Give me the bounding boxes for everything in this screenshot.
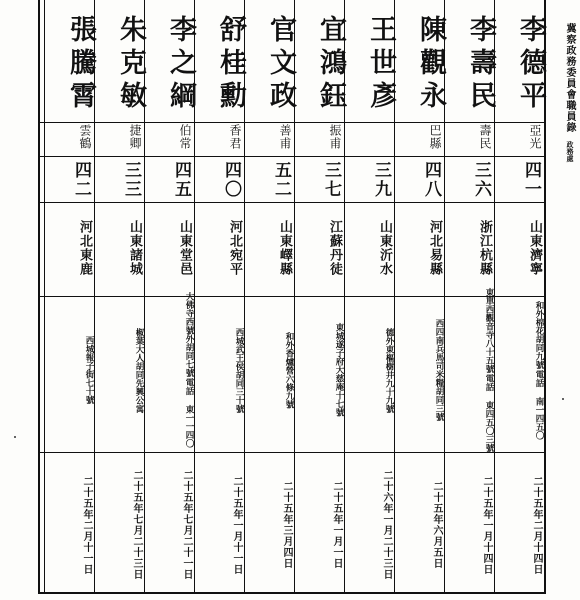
staff-origin: 江蘇丹徒: [327, 220, 342, 276]
staff-age: 四五: [171, 161, 191, 199]
staff-origin: 山東濟寧: [527, 220, 542, 276]
staff-age: 五二: [271, 161, 291, 199]
address-line: 電話 東四五〇三號: [484, 374, 494, 452]
print-speck: [14, 436, 16, 438]
staff-address: [45, 300, 94, 440]
address-line: 和外香爐營六條九號: [284, 331, 294, 409]
address-line: 椒葉大人胡同先興公寓: [134, 327, 144, 413]
staff-courtesy-name: 捷卿: [128, 124, 142, 150]
staff-start-date: 二十五年七月二十三日: [131, 470, 142, 580]
staff-name: 宜鴻鈺: [315, 14, 346, 114]
staff-courtesy-name: [345, 122, 394, 152]
staff-address: [445, 288, 494, 452]
staff-origin: 河北東鹿: [77, 220, 92, 276]
address-line: 電話 東一一四〇: [184, 378, 194, 448]
staff-address: [245, 300, 294, 440]
staff-start-date: 二十五年一月十一日: [231, 475, 242, 575]
row-divider: [40, 122, 544, 123]
title-main: 冀察政務委員會職員錄: [564, 22, 575, 133]
staff-name: 王世彥: [365, 14, 396, 114]
staff-start-date: 二十五年二月十一日: [81, 475, 92, 575]
staff-name: 朱克敏: [115, 14, 146, 114]
staff-origin: 山東堂邑: [177, 220, 192, 276]
staff-address: [195, 300, 244, 440]
address-line: 和外棉花胡同九號: [534, 300, 544, 369]
staff-name: 李德平: [515, 14, 546, 114]
staff-courtesy-name: 壽民: [478, 124, 492, 150]
staff-address: [95, 300, 144, 440]
staff-table: [38, 0, 546, 594]
staff-origin: 山東嶧縣: [277, 220, 292, 276]
staff-start-date: 二十五年三月四日: [281, 481, 292, 569]
directory-title: [544, 2, 574, 182]
staff-name: 陳觀永: [415, 14, 446, 114]
staff-start-date: 二十五年二月十四日: [531, 475, 542, 575]
staff-courtesy-name: 振甫: [328, 124, 342, 150]
staff-start-date: 二十五年一月一日: [331, 481, 342, 569]
staff-start-date: 二十五年一月十四日: [481, 475, 492, 575]
staff-courtesy-name: 善甫: [278, 124, 292, 150]
staff-courtesy-name: 伯常: [178, 124, 192, 150]
staff-origin: 河北宛平: [227, 220, 242, 276]
staff-courtesy-name: 亞光: [528, 124, 542, 150]
address-line: 西四南兵馬司米糧胡同三號: [434, 319, 444, 421]
staff-address: [345, 300, 394, 440]
address-line: 大佛寺西號外胡同七號: [184, 292, 194, 378]
staff-age: 四八: [421, 161, 441, 199]
row-divider: [40, 202, 544, 203]
staff-origin: 浙江杭縣: [477, 220, 492, 276]
staff-address: [295, 300, 344, 440]
address-line: 西城武王侯胡同三十號: [234, 327, 244, 413]
address-line: 東單西觀音寺八十五號: [484, 288, 494, 373]
address-line: 西城報子街七十號: [84, 336, 94, 404]
staff-name: 官文政: [265, 14, 296, 114]
staff-courtesy-name: 香君: [228, 124, 242, 150]
staff-age: 四〇: [221, 161, 241, 199]
staff-age: 三三: [121, 161, 141, 199]
address-line: 德外東樞樹井九十九號: [384, 327, 394, 413]
staff-age: 四一: [521, 161, 541, 199]
staff-start-date: 二十六年一月二十三日: [381, 470, 392, 580]
title-section: 政務處: [566, 140, 575, 162]
staff-courtesy-name: 雲鶴: [78, 124, 92, 150]
row-divider: [40, 156, 544, 157]
staff-address: [395, 300, 444, 440]
staff-origin: 山東諸城: [127, 220, 142, 276]
staff-origin: 河北易縣: [427, 220, 442, 276]
staff-name: 李壽民: [465, 14, 496, 114]
staff-age: 三九: [371, 161, 391, 199]
staff-address: [495, 300, 544, 440]
staff-start-date: 二十五年七月二十一日: [181, 470, 192, 580]
row-divider: [40, 296, 544, 297]
staff-origin: 山東沂水: [377, 220, 392, 276]
staff-age: 三七: [321, 161, 341, 199]
staff-courtesy-name: 巴縣: [428, 124, 442, 150]
staff-age: 四二: [71, 161, 91, 199]
address-line: 電話 南一四五〇: [534, 369, 544, 440]
address-line: 東城遂子府大慈庵十七號: [334, 323, 344, 417]
staff-age: 三六: [471, 161, 491, 199]
print-speck: [562, 398, 564, 400]
staff-name: 李之綱: [165, 14, 196, 114]
staff-name: 張騰霄: [65, 14, 96, 114]
row-divider: [40, 452, 544, 453]
staff-name: 舒桂勳: [215, 14, 246, 114]
staff-address: [145, 292, 194, 448]
staff-start-date: 二十五年六月五日: [431, 481, 442, 569]
